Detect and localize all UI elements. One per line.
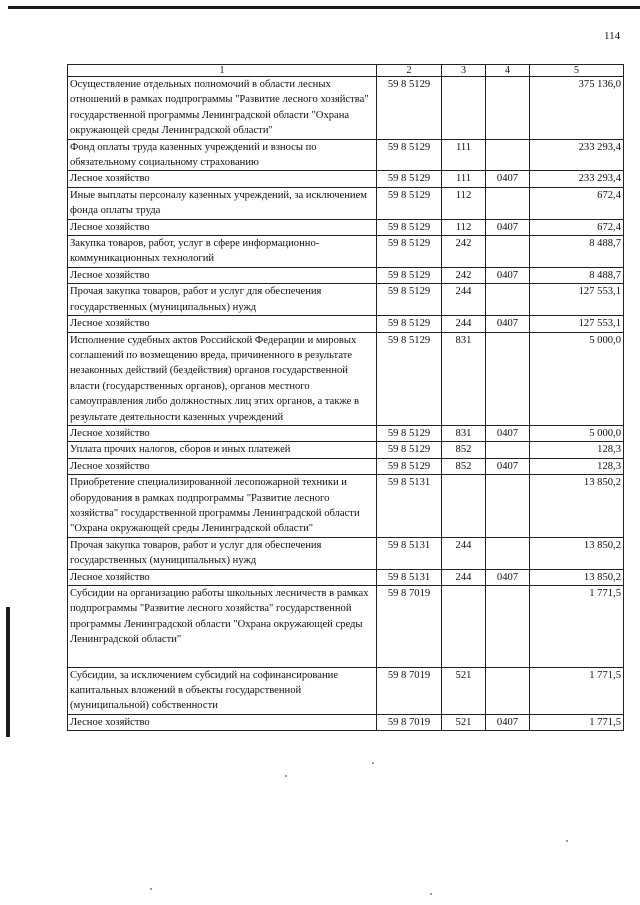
row-sum-cell: 1 771,5: [530, 586, 624, 668]
row-csr-cell: 59 8 7019: [377, 667, 442, 714]
table-row: [68, 171, 624, 187]
row-name-cell: Приобретение специализированной лесопожарной техники и оборудования в рамках подпрограммы "Развитие лесного хозяйства" государственной программы Ленинградской области "Охрана окружающей среды Ленинградской области": [68, 475, 377, 538]
row-vr-cell: [442, 586, 486, 668]
row-sum-cell: 8 488,7: [530, 236, 624, 268]
header-row: [68, 65, 624, 77]
table-row: [68, 77, 624, 140]
row-rz-cell: [486, 139, 530, 171]
column-header: 5: [530, 65, 624, 77]
row-rz-cell: 0407: [486, 171, 530, 187]
row-rz-cell: [486, 475, 530, 538]
table-row: [68, 139, 624, 171]
binding-mark: [6, 607, 10, 737]
row-rz-cell: [486, 586, 530, 668]
row-name-cell: Уплата прочих налогов, сборов и иных платежей: [68, 442, 377, 458]
row-rz-cell: 0407: [486, 219, 530, 235]
row-sum-cell: 375 136,0: [530, 77, 624, 140]
table-row: [68, 537, 624, 569]
row-sum-cell: 13 850,2: [530, 569, 624, 585]
row-vr-cell: 521: [442, 714, 486, 730]
row-csr-cell: 59 8 7019: [377, 586, 442, 668]
row-vr-cell: 244: [442, 316, 486, 332]
row-name-cell: Субсидии на организацию работы школьных лесничеств в рамках подпрограммы "Развитие лесного хозяйства" государственной программы Ленинградской области "Охрана окружающей среды Ленинградской области": [68, 586, 377, 668]
row-name-cell: Субсидии, за исключением субсидий на софинансирование капитальных вложений в объекты государственной (муниципальной) собственности: [68, 667, 377, 714]
row-rz-cell: [486, 442, 530, 458]
row-name-cell: Лесное хозяйство: [68, 219, 377, 235]
row-name-cell: Лесное хозяйство: [68, 458, 377, 474]
row-rz-cell: 0407: [486, 316, 530, 332]
row-rz-cell: [486, 667, 530, 714]
scan-speck: [150, 888, 152, 890]
row-csr-cell: 59 8 5129: [377, 187, 442, 219]
row-rz-cell: [486, 236, 530, 268]
row-csr-cell: 59 8 5129: [377, 332, 442, 425]
row-vr-cell: 242: [442, 267, 486, 283]
column-header: 1: [68, 65, 377, 77]
column-header: 3: [442, 65, 486, 77]
row-rz-cell: [486, 537, 530, 569]
row-vr-cell: 242: [442, 236, 486, 268]
table-row: [68, 236, 624, 268]
row-name-cell: Иные выплаты персоналу казенных учреждений, за исключением фонда оплаты труда: [68, 187, 377, 219]
row-name-cell: Лесное хозяйство: [68, 714, 377, 730]
table-row: [68, 667, 624, 714]
table-row: [68, 187, 624, 219]
table-row: [68, 458, 624, 474]
row-rz-cell: 0407: [486, 425, 530, 441]
top-rule: [8, 6, 640, 9]
row-csr-cell: 59 8 5129: [377, 267, 442, 283]
row-csr-cell: 59 8 5129: [377, 442, 442, 458]
scan-speck: [285, 775, 287, 777]
row-sum-cell: 5 000,0: [530, 425, 624, 441]
row-vr-cell: [442, 77, 486, 140]
row-vr-cell: [442, 475, 486, 538]
row-csr-cell: 59 8 7019: [377, 714, 442, 730]
row-sum-cell: 127 553,1: [530, 316, 624, 332]
page-number: 114: [604, 30, 621, 42]
row-sum-cell: 128,3: [530, 442, 624, 458]
row-name-cell: Прочая закупка товаров, работ и услуг для обеспечения государственных (муниципальных) нужд: [68, 537, 377, 569]
row-sum-cell: 127 553,1: [530, 284, 624, 316]
table-row: [68, 569, 624, 585]
row-sum-cell: 5 000,0: [530, 332, 624, 425]
row-sum-cell: 13 850,2: [530, 537, 624, 569]
table-row: [68, 267, 624, 283]
row-vr-cell: 111: [442, 139, 486, 171]
row-rz-cell: 0407: [486, 569, 530, 585]
row-vr-cell: 852: [442, 442, 486, 458]
row-name-cell: Фонд оплаты труда казенных учреждений и взносы по обязательному социальному страхованию: [68, 139, 377, 171]
table-row: [68, 332, 624, 425]
row-vr-cell: 244: [442, 284, 486, 316]
row-csr-cell: 59 8 5129: [377, 171, 442, 187]
table-row: [68, 219, 624, 235]
row-csr-cell: 59 8 5129: [377, 219, 442, 235]
row-vr-cell: 852: [442, 458, 486, 474]
row-vr-cell: 244: [442, 569, 486, 585]
row-sum-cell: 1 771,5: [530, 667, 624, 714]
table-row: [68, 714, 624, 730]
table-row: [68, 425, 624, 441]
table-row: [68, 442, 624, 458]
row-name-cell: Лесное хозяйство: [68, 171, 377, 187]
row-csr-cell: 59 8 5129: [377, 458, 442, 474]
scan-speck: [430, 893, 432, 895]
row-csr-cell: 59 8 5129: [377, 236, 442, 268]
row-vr-cell: 831: [442, 425, 486, 441]
scan-speck: [566, 840, 568, 842]
table-row: [68, 284, 624, 316]
row-sum-cell: 8 488,7: [530, 267, 624, 283]
row-sum-cell: 672,4: [530, 187, 624, 219]
row-csr-cell: 59 8 5129: [377, 77, 442, 140]
row-vr-cell: 112: [442, 187, 486, 219]
row-rz-cell: [486, 284, 530, 316]
row-name-cell: Закупка товаров, работ, услуг в сфере информационно-коммуникационных технологий: [68, 236, 377, 268]
row-csr-cell: 59 8 5131: [377, 537, 442, 569]
table-row: [68, 316, 624, 332]
row-rz-cell: [486, 77, 530, 140]
row-name-cell: Исполнение судебных актов Российской Федерации и мировых соглашений по возмещению вреда, причиненного в результате незаконных действий (бездействия) органов государственной власти (государственных органов), органов местного самоуправления либо должностных лиц этих органов, а также в результате деятельности казенных учреждений: [68, 332, 377, 425]
row-csr-cell: 59 8 5129: [377, 284, 442, 316]
column-header: 4: [486, 65, 530, 77]
row-name-cell: Лесное хозяйство: [68, 316, 377, 332]
table-row: [68, 475, 624, 538]
row-sum-cell: 13 850,2: [530, 475, 624, 538]
row-sum-cell: 1 771,5: [530, 714, 624, 730]
row-name-cell: Лесное хозяйство: [68, 425, 377, 441]
table-row: [68, 586, 624, 668]
row-sum-cell: 128,3: [530, 458, 624, 474]
row-csr-cell: 59 8 5131: [377, 475, 442, 538]
row-name-cell: Лесное хозяйство: [68, 267, 377, 283]
row-rz-cell: [486, 332, 530, 425]
row-vr-cell: 831: [442, 332, 486, 425]
row-sum-cell: 233 293,4: [530, 139, 624, 171]
row-rz-cell: 0407: [486, 267, 530, 283]
row-vr-cell: 112: [442, 219, 486, 235]
row-name-cell: Осуществление отдельных полномочий в области лесных отношений в рамках подпрограммы "Развитие лесного хозяйства" государственной программы Ленинградской области "Охрана окружающей среды Ленинградской области": [68, 77, 377, 140]
scan-speck: [372, 762, 374, 764]
row-vr-cell: 244: [442, 537, 486, 569]
row-name-cell: Прочая закупка товаров, работ и услуг для обеспечения государственных (муниципальных) нужд: [68, 284, 377, 316]
row-csr-cell: 59 8 5131: [377, 569, 442, 585]
row-sum-cell: 233 293,4: [530, 171, 624, 187]
row-rz-cell: [486, 187, 530, 219]
row-csr-cell: 59 8 5129: [377, 425, 442, 441]
column-header: 2: [377, 65, 442, 77]
row-rz-cell: 0407: [486, 714, 530, 730]
row-csr-cell: 59 8 5129: [377, 316, 442, 332]
row-name-cell: Лесное хозяйство: [68, 569, 377, 585]
row-vr-cell: 521: [442, 667, 486, 714]
row-sum-cell: 672,4: [530, 219, 624, 235]
budget-table: [67, 64, 624, 731]
row-vr-cell: 111: [442, 171, 486, 187]
row-csr-cell: 59 8 5129: [377, 139, 442, 171]
row-rz-cell: 0407: [486, 458, 530, 474]
